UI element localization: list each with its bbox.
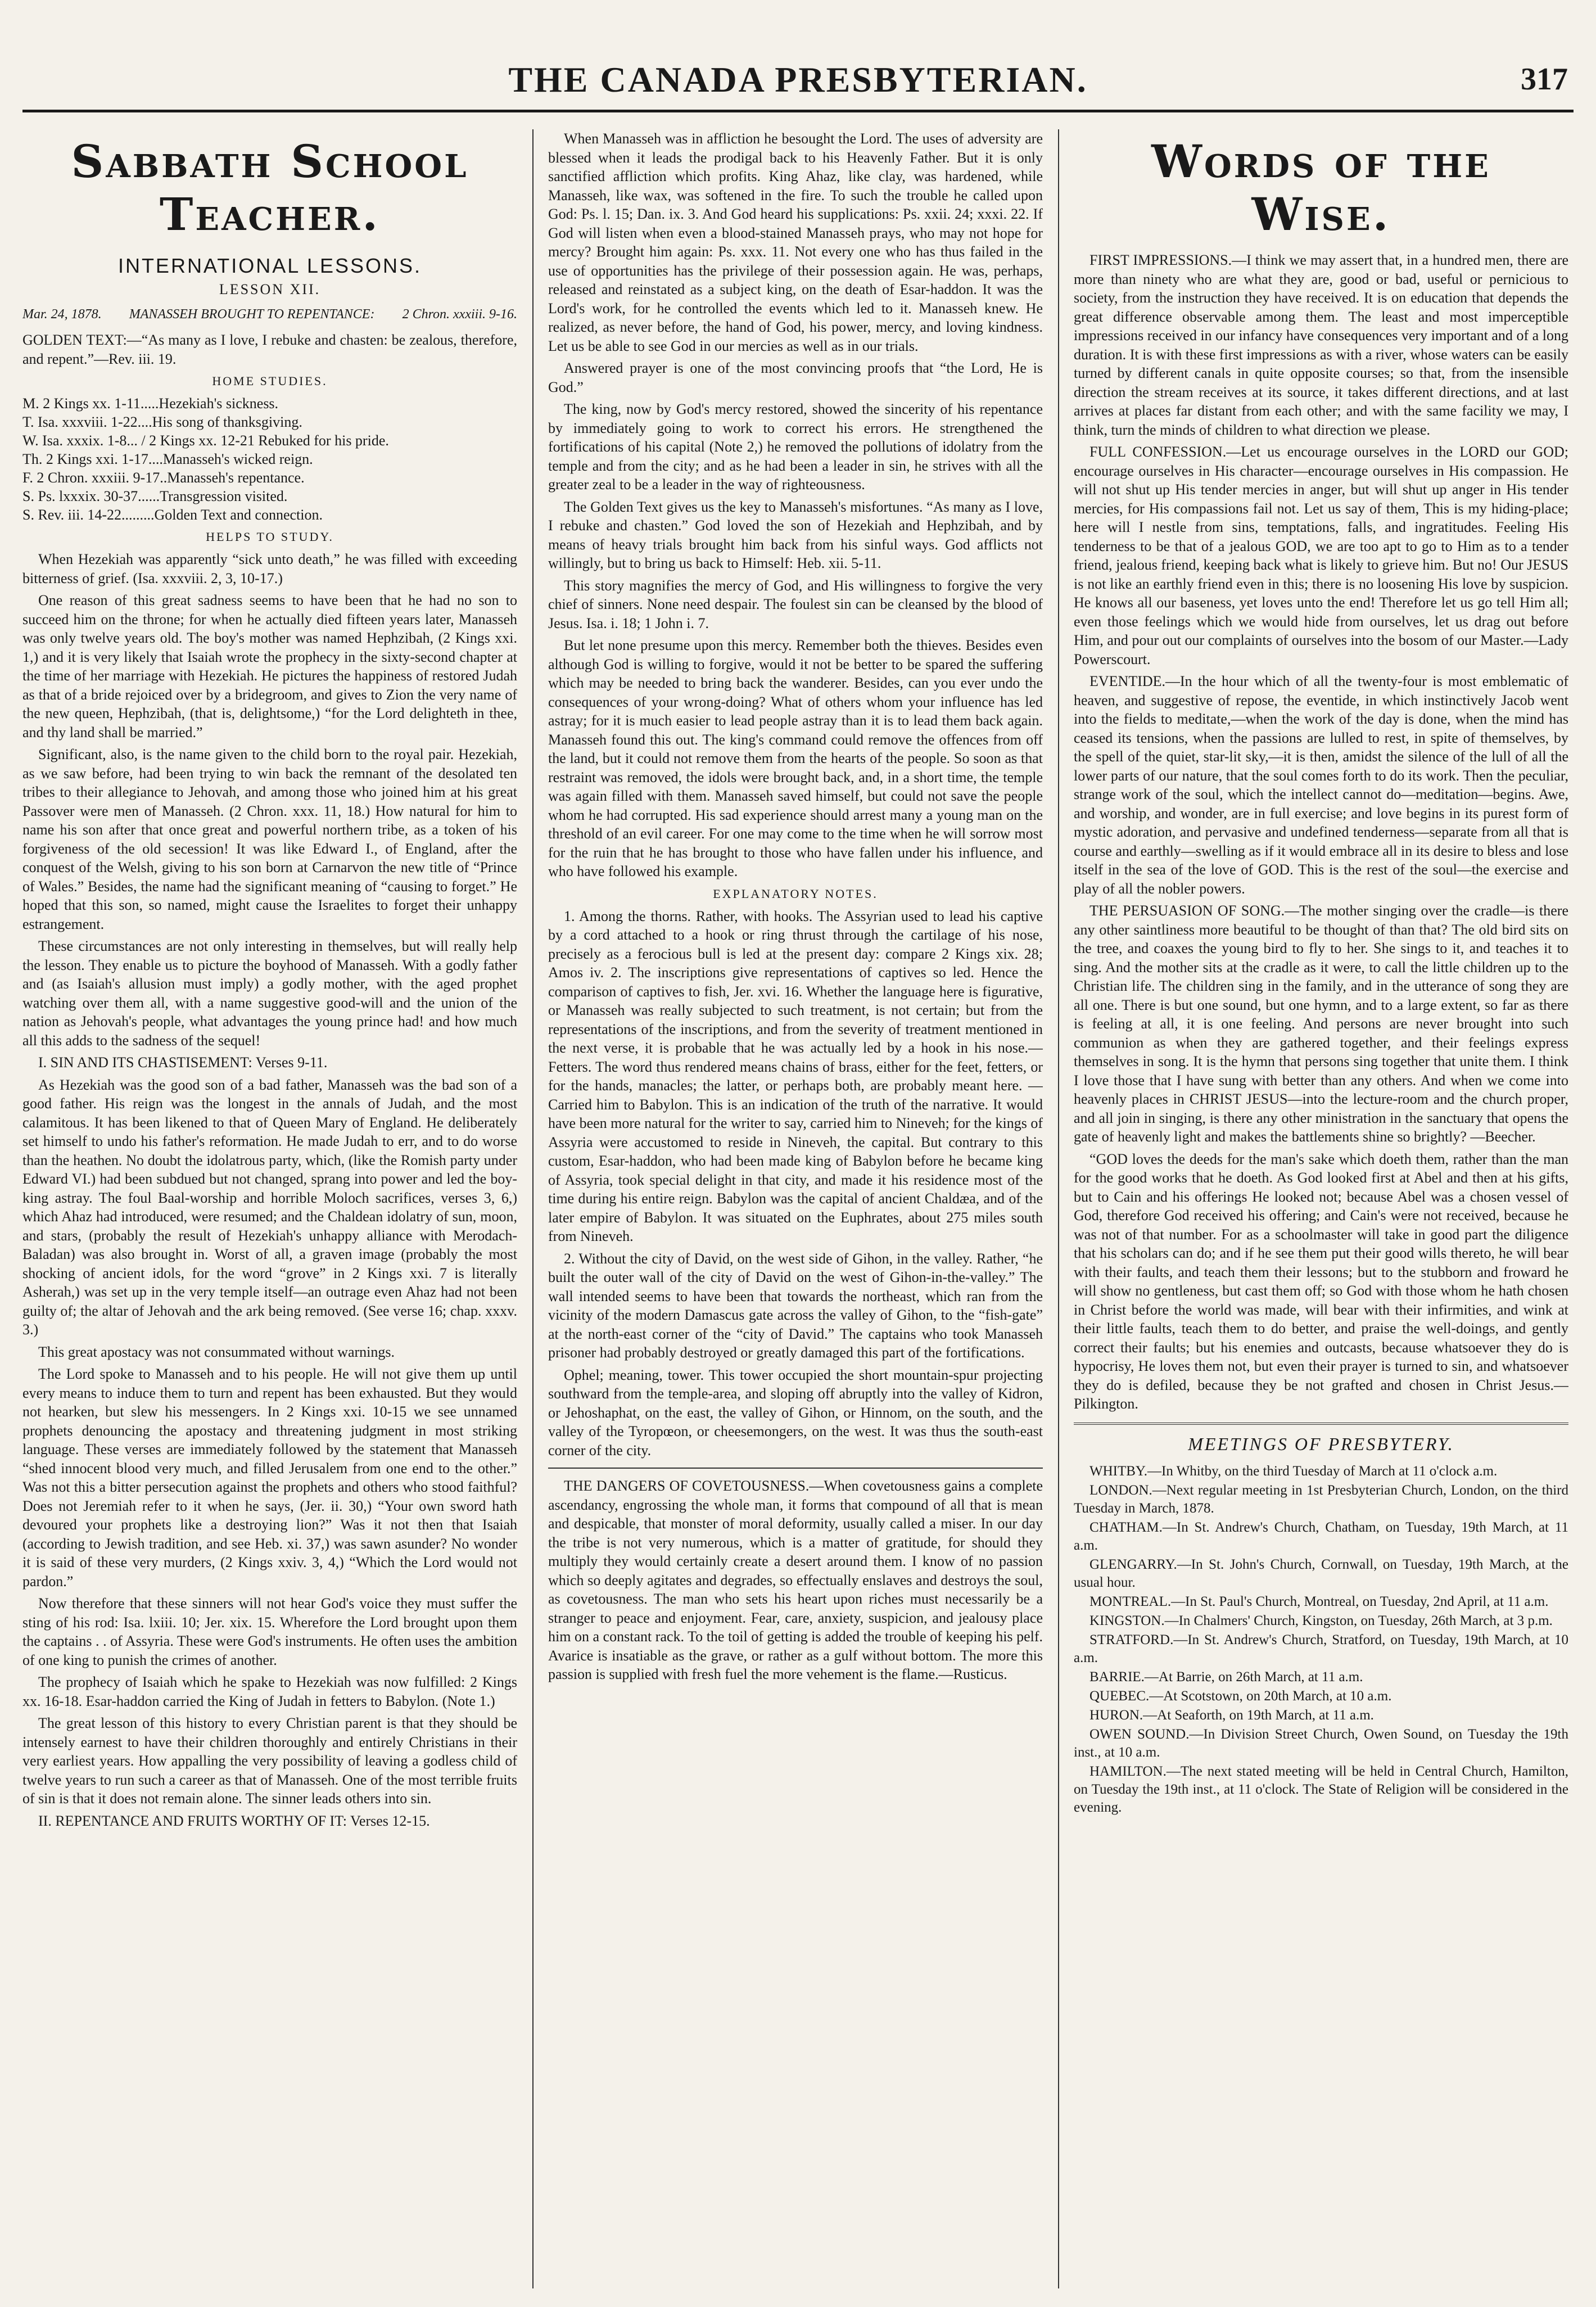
international-lessons-heading: INTERNATIONAL LESSONS. [117,254,422,277]
paragraph: One reason of this great sadness seems to have been that he had no son to succeed him on the throne; for when he actually died fifteen years later, Manasseh was only twelve years old. The boy's mother was named Hephzibah, (2 Kings xxi. 1,) and it is very likely that Isaiah wrote the prophecy in the sixty-second chapter at the time of her marriage with Hezekiah. He pictures the happiness of restored Judah as that of a bride rejoiced over by a bridegroom, and gives to Zion the very name of the new queen, Hephzibah, (that is, delightsome,) “for the Lord delighteth in thee, and thy land shall be married.” [22,592,517,741]
page-number: 317 [1521,62,1568,97]
meeting-item: HAMILTON.—The next stated meeting will be held in Central Church, Hamilton, on Tuesday the 19th inst., at 11 o'clock. The State of Religion will be considered in the evening. [1074,1763,1568,1815]
meetings-list [1074,1462,1568,1817]
meeting-item: STRATFORD.—In St. Andrew's Church, Stratford, on Tuesday, 19th March, at 10 a.m. [1074,1632,1568,1665]
newspaper-title: THE CANADA PRESBYTERIAN. [508,60,1088,100]
lesson-date: Mar. 24, 1878. [22,307,102,322]
covetousness-article: THE DANGERS OF COVETOUSNESS.—When covetousness gains a complete ascendancy, engrossing the whole man, it forms that compound of all that is mean and despicable, that monster of moral deformity, usually called a miser. In our day the tribe is not very numerous, which is a matter of gratitude, for should they multiply they would certainly create a desert around them. I know of no passion which so deeply agitates and degrades, so effectually enslaves and destroys the soul, as covetousness. The man who sets his heart upon riches must necessarily be a stranger to peace and enjoyment. Fear, care, anxiety, suspicion, and jealousy place him on a constant rack. To the toil of getting is added the trouble of keeping his pelf. Avarice is insatiable as the grave, or rather as a gulf without bottom. The more this passion is supplied with fresh fuel the more vehement is the flame.—Rusticus. [548,1478,1043,1682]
paragraph: “GOD loves the deeds for the man's sake which doeth them, rather than the man for the good works that he doeth. As God looked first at Abel and then at his gifts, but to Cain and his offerings He looked not; because Abel was a chosen vessel of God, therefore God received his offering; and Cain's were not received, because he was not of that number. For as a schoolmaster will take in good part the diligence that his scholars can do; and if he see them put their good wills thereto, he will bear with their faults, and teach them their lessons; but to the stubborn and froward he will show no gentleness, but cast them off; so God with those whom he hath chosen in Christ before the world was made, will bear with their infirmities, and wink at their little faults, teach them to do better, and praise the well-doings, and gently correct their faults; but his enemies and outcasts, because whatsoever they do is hypocrisy, He loves them not, but even their prayer is turned to sin, and whatsoever they do is defiled, because they be not grafted and chosen in Christ Jesus.—Pilkington. [1074,1150,1568,1412]
section-heading-words-of-the-wise: Words of the Wise. [1151,135,1491,241]
paragraph: The Golden Text gives us the key to Manasseh's misfortunes. “As many as I love, I rebuke and chasten.” God loved the son of Hezekiah and Hephzibah, and by means of heavy trials brought him back from his sinful ways. God afflicts not willingly, but to bring us back to Himself: Heb. xii. 5-11. [548,498,1043,571]
subsection-heading: II. REPENTANCE AND FRUITS WORTHY OF IT: Verses 12-15. [38,1812,430,1829]
meetings-of-presbytery-heading: MEETINGS OF PRESBYTERY. [1188,1433,1454,1454]
lesson-header-line [22,306,517,323]
masthead [22,59,1574,112]
meeting-item: HURON.—At Seaforth, on 19th March, at 11 a.m. [1089,1707,1374,1723]
note: Ophel; meaning, tower. This tower occupied the short mountain-spur projecting southward from the temple-area, and sloping off abruptly into the valley of Kidron, or Jehoshaphat, on the east, the valley of Gihon, or Hinnom, on the south, and the valley of the Tyropœon, or cheesemongers, on the west. It was thus the south-east corner of the city. [548,1366,1043,1459]
meeting-item: BARRIE.—At Barrie, on 26th March, at 11 a.m. [1089,1669,1363,1685]
column-lesson-continued [548,129,1043,2288]
paragraph: The Lord spoke to Manasseh and to his people. He will not give them up until every means to induce them to turn and repent has been exhausted. But they would not hearken, but slew his messengers. In 2 Kings xxi. 10-15 we see unnamed prophets denouncing the apostacy and threatening judgment in most striking language. These verses are immediately followed by the statement that Manasseh “shed innocent blood very much, and filled Jerusalem from one end to the other.” Was not this a bitter persecution against the prophets and others who stood faithful? Does not Jeremiah refer to it when he says, (Jer. ii. 30,) “Your own sword hath devoured your prophets like a destroying lion?” Was it not then that Isaiah (according to Jewish tradition, and see Heb. xi. 37,) was sawn asunder? No wonder it is said of these very murders, (2 Kings xxiv. 3, 4,) “Which the Lord would not pardon.” [22,1366,517,1590]
meeting-item: MONTREAL.—In St. Paul's Church, Montreal, on Tuesday, 2nd April, at 11 a.m. [1089,1593,1549,1609]
study-item: T. Isa. xxxviii. 1-22....His song of thanksgiving. [22,414,302,430]
paragraph: FULL CONFESSION.—Let us encourage ourselves in the LORD our GOD; encourage ourselves in His character—encourage ourselves in His compassion. He will not shut up His tender mercies in anger, but will shut up anger in His tender mercies, for His compassions fail not. Let us say of them, This is my hiding-place; here will I nestle from sins, temptations, falls, and ingratitudes. Feeling His tenderness to be that of a jealous GOD, we are too apt to go to Him as to a tender friend, jealous friend, keeping back what is likely to grieve him. But no! Our JESUS is not like an earthly friend even in this; there is no loosening His love by suspicion. He knows all our baseness, yet loves unto the end! Therefore let us go tell Him all; even those feelings which we would hide from ourselves, let us drag out before Him, and pour out our complaints of ourselves into the bosom of our Master.—Lady Powerscourt. [1074,444,1568,667]
explanatory-notes-heading: EXPLANATORY NOTES. [713,886,878,901]
column-rule-right [1058,129,1059,2288]
paragraph: These circumstances are not only interesting in themselves, but will really help the lesson. They enable us to picture the boyhood of Manasseh. With a godly father and (as Isaiah's allusion must imply) a godly mother, with the aged prophet watching over them all, with a name suggestive good-will and the union of the nation as Jehovah's people, what advantages the young prince had! and how much all this adds to the sadness of the sequel! [22,938,517,1049]
paragraph: Now therefore that these sinners will not hear God's voice they must suffer the sting of his rod: Isa. lxiii. 10; Jer. xix. 15. Wherefore the Lord brought upon them the captains . . of Assyria. These were God's instruments. He often uses the ambition of one king to punish the crimes of another. [22,1595,517,1668]
meeting-item: LONDON.—Next regular meeting in 1st Presbyterian Church, London, on the third Tuesday in March, 1878. [1074,1482,1568,1516]
study-item: S. Ps. lxxxix. 30-37......Transgression visited. [22,488,288,504]
divider [1074,1423,1568,1425]
home-studies-list [22,394,517,524]
paragraph: The king, now by God's mercy restored, showed the sincerity of his repentance by immediately going to work to correct his errors. He strengthened the fortifications of his capital (Note 2,) he removed the pollutions of idolatry from the temple and from the city; and as he had been a leader in sin, he strives with all the greater zeal to be a leader in the way of righteousness. [548,401,1043,493]
study-item: F. 2 Chron. xxxiii. 9-17..Manasseh's repentance. [22,469,305,486]
golden-text: GOLDEN TEXT:—“As many as I love, I rebuke and chasten: be zealous, therefore, and repent.”—Rev. iii. 19. [22,332,517,367]
lesson-title: MANASSEH BROUGHT TO REPENTANCE: [129,307,375,322]
paragraph: The prophecy of Isaiah which he spake to Hezekiah was now fulfilled: 2 Kings xx. 16-18. Esar-haddon carried the King of Judah in fetters to Babylon. (Note 1.) [22,1674,517,1709]
study-item: Th. 2 Kings xxi. 1-17....Manasseh's wicked reign. [22,451,313,467]
meeting-item: QUEBEC.—At Scotstown, on 20th March, at 10 a.m. [1089,1688,1392,1704]
meeting-item: WHITBY.—In Whitby, on the third Tuesday of March at 11 o'clock a.m. [1089,1463,1498,1479]
paragraph: THE PERSUASION OF SONG.—The mother singing over the cradle—is there any other saintliness more beautiful to be thought of than that? The old bird sits on the tree, and coaxes the young bird to fly to her. She sings to it, and teaches it to sing. And the mother sits at the cradle as it were, to call the little children up to the Christian life. The children sing in the family, and in the utterance of song they are all one. There is but one sound, but one hymn, and to a large extent, so far as there is feeling at all, it is one feeling. And persons are never brought into such communion as when they are gathered together, and their feelings express themselves in song. It is the hymn that persons sing together that unite them. I think I love those that I have sung with better than any others. And when we come into heavenly places in CHRIST JESUS—into the lecture-room and the church proper, and all join in singing, is there any other ministration in the sanctuary that opens the gate of heavenly light and makes the battlements shine so brightly? —Beecher. [1074,902,1568,1145]
paragraph: The great lesson of this history to every Christian parent is that they should be intensely earnest to have their children thoroughly and entirely Christians in their very earliest years. How appalling the very possibility of leaving a godless child of twelve years to run such a career as that of Manasseh. One of the most terrible fruits of sin is that it does not remain alone. The sinner leads others into sin. [22,1715,517,1807]
paragraph: Significant, also, is the name given to the child born to the royal pair. Hezekiah, as we saw before, had been trying to win back the remnant of the desolated ten tribes to their allegiance to Jehovah, and among those who joined him at his great Passover were men of Manasseh. (2 Chron. xxx. 11, 18.) How natural for him to name his son after that once great and powerful northern tribe, as a token of his forgiveness of the old secession! It was like Edward I., of England, after the conquest of the Welsh, giving to his son born at Carnarvon the new title of “Prince of Wales.” Besides, the name had the significant meaning of “causing to forget.” He hoped that this son, so named, might cause the Israelites to forget their unhappy estrangement. [22,746,517,932]
meeting-item: OWEN SOUND.—In Division Street Church, Owen Sound, on Tuesday the 19th inst., at 10 a.m. [1074,1726,1568,1760]
column-sabbath-school [22,129,517,2288]
meeting-item: GLENGARRY.—In St. John's Church, Cornwall, on Tuesday, 19th March, at the usual hour. [1074,1556,1568,1590]
study-item: S. Rev. iii. 14-22.........Golden Text and connection. [22,507,323,523]
paragraph: When Manasseh was in affliction he besought the Lord. The uses of adversity are blessed when it leads the prodigal back to his Heavenly Father. But it is only sanctified affliction which profits. King Ahaz, like clay, was hardened, while Manasseh, like wax, was softened in the fire. To such the trouble he called upon God: Ps. l. 15; Dan. ix. 3. And God heard his supplications: Ps. xxii. 24; xxxi. 22. If God will listen when even a blood-stained Manasseh prays, who may not hope for mercy? Brought him again: Ps. xxx. 11. Not every one who has thus failed in the use of opportunities has the privilege of their possession again. He was, perhaps, released and reinstated as a subject king, on the death of Esar-haddon. It was the Lord's work, for he controlled the events which led to it. Manasseh knew. He realized, as never before, the hand of God, his power, mercy, and loving kindness. Let us be able to see God in our mercies as well as in our trials. [548,130,1043,354]
study-item: W. Isa. xxxix. 1-8... / 2 Kings xx. 12-21 Rebuked for his pride. [22,432,389,449]
paragraph: As Hezekiah was the good son of a bad father, Manasseh was the bad son of a good father. His reign was the longest in the annals of Judah, and the most calamitous. It has been likened to that of Queen Mary of England. He deliberately set himself to undo his father's reformation. He made Judah to err, and to do worse than the heathen. No doubt the idolatrous party, which, (like the Romish party under Edward VI.) had been subdued but not changed, sprang into power and led the boy-king astray. The foul Baal-worship and horrible Moloch sacrifices, verses 3, 6,) which Ahaz had introduced, were resumed; and the Chaldean idolatry of sun, moon, and stars, (probably the result of Hezekiah's unhappy alliance with Merodach-Baladan) was also brought in. Worst of all, a graven image (probably the most shocking of ancient idols, for the word “grove” in 2 Kings xxi. 7 is literally Asherah,) was set up in the very temple itself—an outrage even Ahaz had not been guilty of; the altar of Jehovah and the ark being removed. (See verse 16; chap. xxxv. 3.) [22,1076,517,1338]
lesson-reference: 2 Chron. xxxiii. 9-16. [402,307,517,322]
home-studies-heading: HOME STUDIES. [212,374,328,388]
helps-to-study-heading: HELPS TO STUDY. [206,530,334,544]
paragraph: But let none presume upon this mercy. Remember both the thieves. Besides even although God is willing to forgive, would it not be better to be spared the suffering which may be needed to bring back the wanderer. Besides, can you ever undo the consequences of your wrong-doing? What of others whom your influence has led astray; for it is much easier to lead people astray than it is to lead them back again. Manasseh found this out. The king's command could remove the offences from off the land, but it could not remove them from the hearts of the people. So soon as that restraint was removed, the idols were brought back, and, in a short time, the temple was again filled with them. Manasseh saved himself, but could not save the people whom he had corrupted. His sad experience should arrest many a young man on the threshold of an evil career. For one may come to the time when he will sorrow most for the ruin that he has brought to those who have fallen under his influence, and who have followed his example. [548,637,1043,879]
column-rule-left [532,129,533,2288]
lesson-number: LESSON XII. [219,281,321,297]
meeting-item: KINGSTON.—In Chalmers' Church, Kingston, on Tuesday, 26th March, at 3 p.m. [1089,1613,1553,1628]
paragraph: This story magnifies the mercy of God, and His willingness to forgive the very chief of sinners. None need despair. The foulest sin can be cleansed by the blood of Jesus. Isa. i. 18; 1 John i. 7. [548,577,1043,631]
section-heading-sabbath-school: Sabbath School Teacher. [71,135,469,241]
column-words-of-the-wise [1074,129,1568,2288]
paragraph: EVENTIDE.—In the hour which of all the twenty-four is most emblematic of heaven, and suggestive of repose, the eventide, in which instinctively Jacob went into the fields to meditate,—when the work of the day is done, when the mind has ceased its tensions, when the passions are lulled to rest, in spite of themselves, by the spell of the quiet, star-lit sky,—it is then, amidst the silence of the lull of all the lower parts of our nature, that the soul comes forth to do its work. Then the peculiar, strange work of the soul, which the intellect cannot do—meditation—begins. Awe, and worship, and wonder, are in full exercise; and love begins in its purest form of mystic adoration, and pervasive and undefined tenderness—separate from all that is course and earthly—swelling as if it would embrace all in its desire to bless and lose itself in the sea of the love of GOD. This is the rest of the soul—the exercise and play of all the nobler powers. [1074,673,1568,897]
subsection-heading: I. SIN AND ITS CHASTISEMENT: Verses 9-11. [38,1054,328,1071]
paragraph: FIRST IMPRESSIONS.—I think we may assert that, in a hundred men, there are more than ninety who are what they are, good or bad, useful or pernicious to society, from the instruction they have received. It is on education that depends the great difference observable among them. The least and most imperceptible impressions received in our infancy have consequences very important and of a long duration. It is with these first impressions as with a river, whose waters can be easily turned by different canals in quite opposite courses; so that, from the insensible direction the stream receives at its source, it takes different directions, and at last arrives at places far distant from each other; and with the same facility we may, I think, turn the minds of children to what direction we please. [1074,252,1568,438]
meeting-item: CHATHAM.—In St. Andrew's Church, Chatham, on Tuesday, 19th March, at 11 a.m. [1074,1519,1568,1553]
paragraph: Answered prayer is one of the most convincing proofs that “the Lord, He is God.” [548,360,1043,395]
divider [548,1468,1043,1469]
note: 2. Without the city of David, on the west side of Gihon, in the valley. Rather, “he built the outer wall of the city of David on the west of Gihon-in-the-valley.” The wall intended seems to have been that towards the northeast, which ran from the vicinity of the modern Damascus gate across the valley of Gihon, to the “fish-gate” at the north-east corner of the “city of David.” The captains who took Manasseh prisoner had probably destroyed or greatly damaged this part of the fortifications. [548,1250,1043,1361]
study-item: M. 2 Kings xx. 1-11.....Hezekiah's sickness. [22,395,279,412]
paragraph: When Hezekiah was apparently “sick unto death,” he was filled with exceeding bitterness of grief. (Isa. xxxviii. 2, 3, 10-17.) [22,551,517,586]
note: 1. Among the thorns. Rather, with hooks. The Assyrian used to lead his captive by a cord attached to a hook or ring thrust through the cartilage of his nose, precisely as a ferocious bull is led at the present day: compare 2 Kings xix. 28; Amos iv. 2. The inscriptions give representations of captives so led. Hence the comparison of captives to fish, Jer. xvi. 16. Whether the language here is figurative, or Manasseh was really subjected to such treatment, is not certain; but from the representations of the inscriptions, and from the severity of treatment mentioned in the next verse, it is probable that he was actually led by a hook in his nose.—Fetters. The word thus rendered means chains of brass, either for the feet, fetters, or for the hands, manacles; the latter, or perhaps both, are probably meant here. —Carried him to Babylon. This is an indication of the truth of the narrative. It would have been more natural for the writer to say, carried him to Nineveh; for the kings of Assyria were accustomed to reside in Nineveh, the capital. But contrary to this custom, Esar-haddon, who had been made king of Babylon before he became king of Assyria, took special delight in that city, and made it his residence most of the time during his entire reign. Babylon was the capital of ancient Chaldæa, and of the later empire of Babylon. It was situated on the Euphrates, about 275 miles south from Nineveh. [548,908,1043,1244]
paragraph: This great apostacy was not consummated without warnings. [38,1343,395,1360]
